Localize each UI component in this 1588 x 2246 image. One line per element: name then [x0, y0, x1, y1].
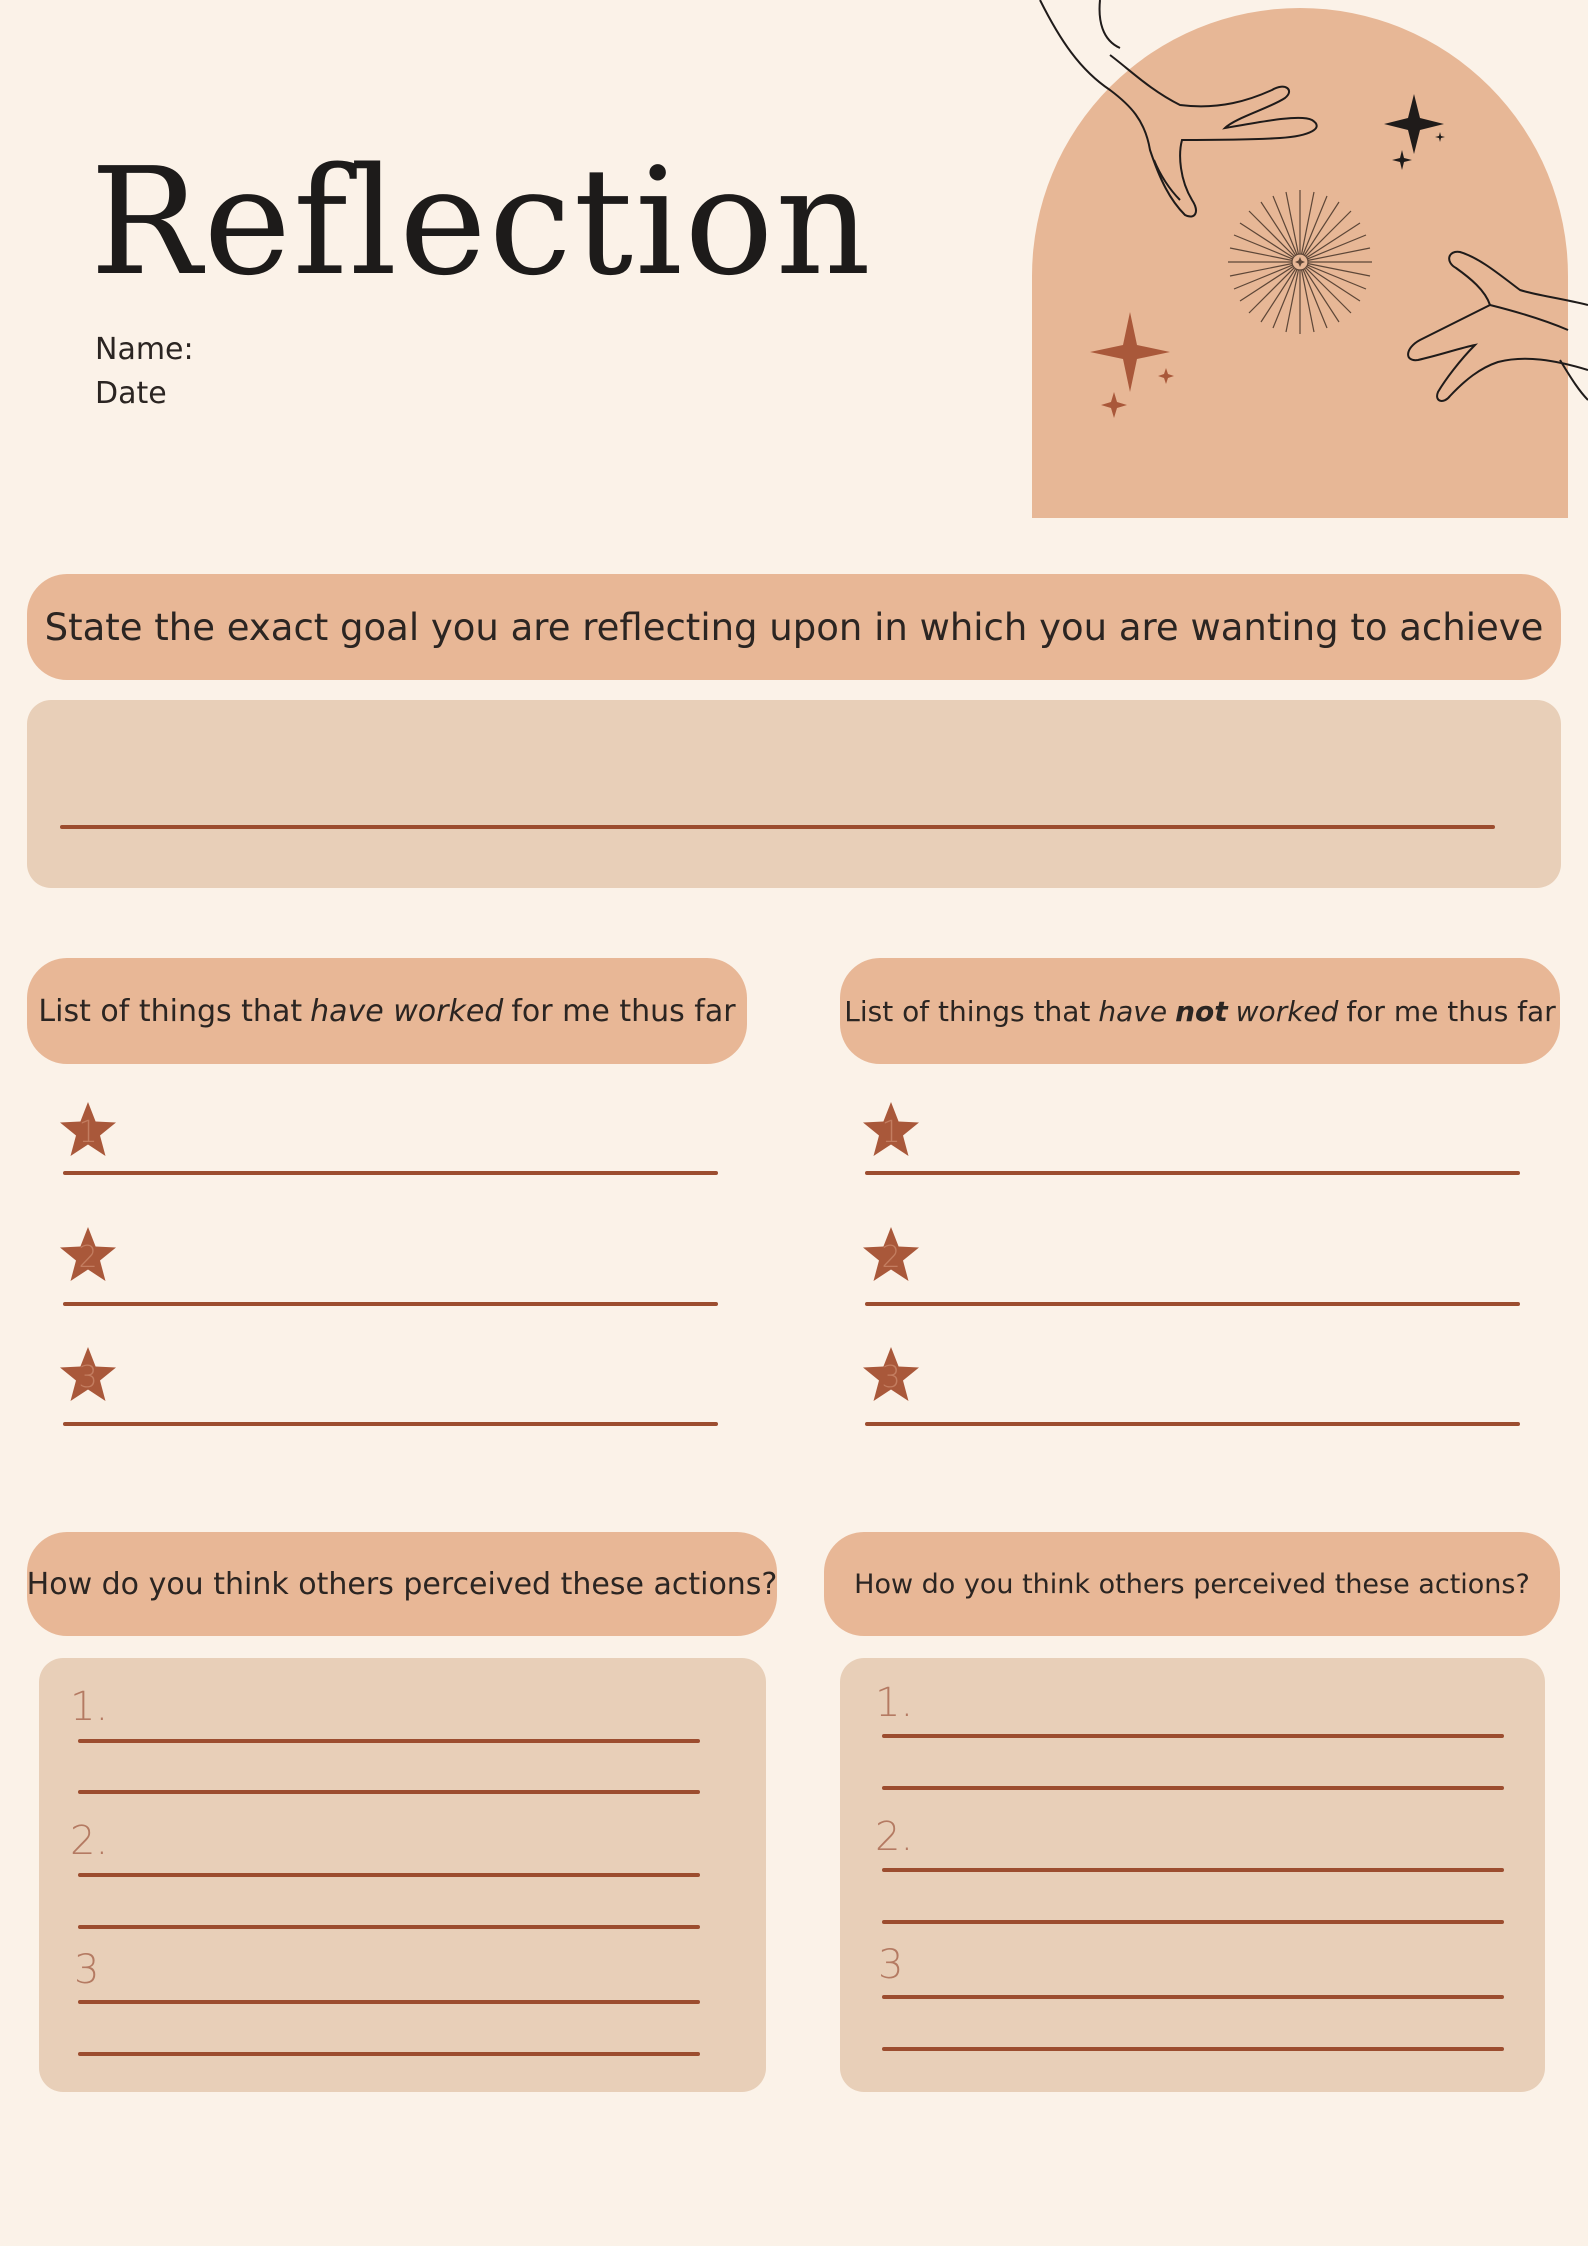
- list-item: 1: [58, 1100, 118, 1160]
- answer-line: [78, 1739, 700, 1743]
- hands-icon: [1408, 252, 1588, 401]
- goal-answer-line: [60, 825, 1495, 829]
- starburst-icon: [1228, 190, 1372, 334]
- answer-line: [78, 2052, 700, 2056]
- answer-line: [63, 1422, 718, 1426]
- answer-line: [882, 1786, 1504, 1790]
- answer-line: [882, 1920, 1504, 1924]
- not-worked-header: List of things that have not worked for me thus far: [840, 958, 1560, 1064]
- answer-line: [882, 1995, 1504, 1999]
- answer-line: [78, 1873, 700, 1877]
- list-item: 2: [861, 1225, 921, 1285]
- name-label: Name:: [95, 332, 194, 367]
- answer-line: [63, 1171, 718, 1175]
- perceived-right-panel[interactable]: [840, 1658, 1545, 2092]
- list-item: 3: [58, 1345, 118, 1405]
- answer-line: [865, 1302, 1520, 1306]
- answer-line: [882, 1868, 1504, 1872]
- item-number: 1.: [70, 1684, 109, 1730]
- perceived-right-header: How do you think others perceived these actions?: [824, 1532, 1560, 1636]
- sparkle-icon: [1090, 312, 1174, 418]
- perceived-left-header: How do you think others perceived these actions?: [27, 1532, 777, 1636]
- answer-line: [63, 1302, 718, 1306]
- date-label: Date: [95, 376, 167, 411]
- list-item: 2: [58, 1225, 118, 1285]
- page-title: Reflection: [90, 136, 873, 308]
- answer-line: [78, 1925, 700, 1929]
- item-number: 1.: [875, 1680, 914, 1726]
- answer-line: [865, 1422, 1520, 1426]
- goal-answer-area[interactable]: [27, 700, 1561, 888]
- hands-icon: [1040, 0, 1317, 217]
- goal-prompt: State the exact goal you are reflecting upon in which you are wanting to achieve: [27, 574, 1561, 680]
- answer-line: [78, 1790, 700, 1794]
- answer-line: [865, 1171, 1520, 1175]
- sparkle-icon: [1384, 94, 1445, 170]
- list-item: 3: [861, 1345, 921, 1405]
- item-number: 2.: [875, 1814, 914, 1860]
- answer-line: [78, 2000, 700, 2004]
- answer-line: [882, 2047, 1504, 2051]
- worked-header: List of things that have worked for me thus far: [27, 958, 747, 1064]
- list-item: 1: [861, 1100, 921, 1160]
- hands-illustration: [1020, 0, 1588, 520]
- item-number: 3: [74, 1947, 100, 1993]
- item-number: 2.: [70, 1818, 109, 1864]
- item-number: 3: [878, 1942, 904, 1988]
- answer-line: [882, 1734, 1504, 1738]
